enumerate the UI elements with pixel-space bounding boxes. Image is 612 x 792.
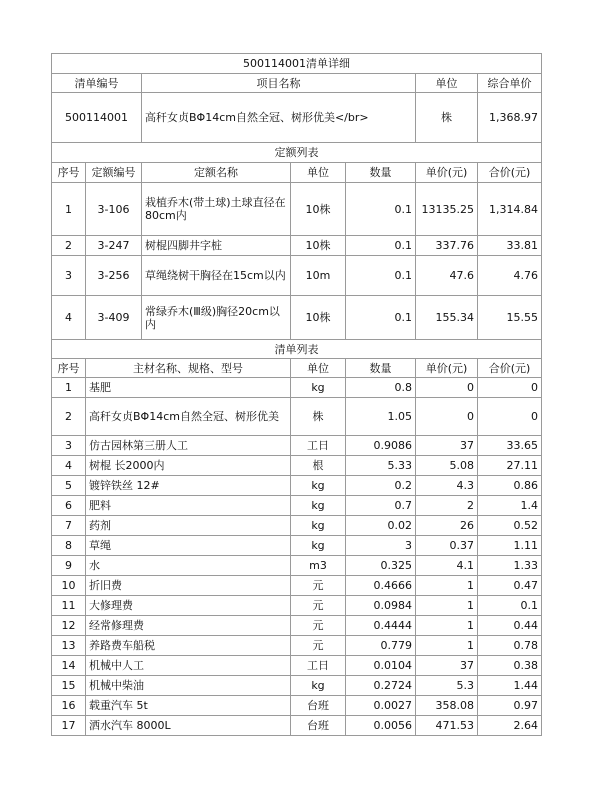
material-total: 0.86 — [478, 476, 542, 496]
quota-name: 栽植乔木(带土球)土球直径在80cm内 — [142, 183, 291, 236]
quota-price: 47.6 — [416, 256, 478, 296]
material-qty: 0.325 — [346, 556, 416, 576]
material-section-row — [52, 340, 542, 359]
item-header-price: 综合单价 — [478, 74, 542, 93]
material-row — [52, 516, 542, 536]
material-seq: 2 — [52, 398, 86, 436]
material-total: 1.11 — [478, 536, 542, 556]
material-unit: 株 — [291, 398, 346, 436]
material-header-name: 主材名称、规格、型号 — [86, 359, 291, 378]
quota-qty: 0.1 — [346, 256, 416, 296]
material-name: 养路费车船税 — [86, 636, 291, 656]
item-unit: 株 — [416, 93, 478, 143]
material-seq: 15 — [52, 676, 86, 696]
material-row — [52, 716, 542, 736]
quota-row — [52, 256, 542, 296]
material-qty: 5.33 — [346, 456, 416, 476]
material-total: 0 — [478, 398, 542, 436]
quota-header-code: 定额编号 — [86, 163, 142, 183]
material-unit: 工日 — [291, 656, 346, 676]
material-row — [52, 696, 542, 716]
material-name: 仿古园林第三册人工 — [86, 436, 291, 456]
quota-unit: 10m — [291, 256, 346, 296]
quota-qty: 0.1 — [346, 296, 416, 340]
material-qty: 0.02 — [346, 516, 416, 536]
material-row — [52, 476, 542, 496]
material-unit: 元 — [291, 596, 346, 616]
material-header-row — [52, 359, 542, 378]
material-total: 0.44 — [478, 616, 542, 636]
quota-name: 树棍四脚井字桩 — [142, 236, 291, 256]
quota-header-qty: 数量 — [346, 163, 416, 183]
quota-code: 3-247 — [86, 236, 142, 256]
quota-header-row — [52, 163, 542, 183]
material-unit: 台班 — [291, 696, 346, 716]
material-name: 洒水汽车 8000L — [86, 716, 291, 736]
quota-code: 3-409 — [86, 296, 142, 340]
material-total: 0.38 — [478, 656, 542, 676]
quota-seq: 4 — [52, 296, 86, 340]
material-seq: 13 — [52, 636, 86, 656]
quota-row — [52, 296, 542, 340]
material-total: 0 — [478, 378, 542, 398]
material-name: 载重汽车 5t — [86, 696, 291, 716]
material-price: 1 — [416, 576, 478, 596]
quota-header-name: 定额名称 — [142, 163, 291, 183]
detail-table — [51, 53, 542, 736]
quota-header-unit: 单位 — [291, 163, 346, 183]
material-seq: 6 — [52, 496, 86, 516]
material-row — [52, 536, 542, 556]
material-seq: 10 — [52, 576, 86, 596]
material-unit: 元 — [291, 636, 346, 656]
material-row — [52, 676, 542, 696]
quota-price: 155.34 — [416, 296, 478, 340]
material-price: 1 — [416, 596, 478, 616]
material-seq: 16 — [52, 696, 86, 716]
quota-header-total: 合价(元) — [478, 163, 542, 183]
quota-total: 15.55 — [478, 296, 542, 340]
material-qty: 1.05 — [346, 398, 416, 436]
quota-total: 33.81 — [478, 236, 542, 256]
material-price: 26 — [416, 516, 478, 536]
material-row — [52, 596, 542, 616]
material-qty: 0.0027 — [346, 696, 416, 716]
quota-total: 1,314.84 — [478, 183, 542, 236]
material-row — [52, 496, 542, 516]
material-name: 水 — [86, 556, 291, 576]
material-seq: 7 — [52, 516, 86, 536]
material-qty: 3 — [346, 536, 416, 556]
quota-header-seq: 序号 — [52, 163, 86, 183]
material-qty: 0.7 — [346, 496, 416, 516]
material-name: 大修理费 — [86, 596, 291, 616]
quota-code: 3-256 — [86, 256, 142, 296]
material-name: 草绳 — [86, 536, 291, 556]
material-price: 4.3 — [416, 476, 478, 496]
material-qty: 0.2 — [346, 476, 416, 496]
material-unit: 根 — [291, 456, 346, 476]
quota-code: 3-106 — [86, 183, 142, 236]
material-unit: kg — [291, 378, 346, 398]
material-total: 0.97 — [478, 696, 542, 716]
material-row — [52, 456, 542, 476]
material-row — [52, 656, 542, 676]
material-seq: 14 — [52, 656, 86, 676]
material-unit: kg — [291, 536, 346, 556]
material-qty: 0.8 — [346, 378, 416, 398]
title-row — [52, 54, 542, 74]
material-seq: 1 — [52, 378, 86, 398]
quota-row — [52, 183, 542, 236]
material-price: 358.08 — [416, 696, 478, 716]
material-name: 肥料 — [86, 496, 291, 516]
material-total: 0.78 — [478, 636, 542, 656]
material-price: 37 — [416, 436, 478, 456]
item-header-name: 项目名称 — [142, 74, 416, 93]
material-row — [52, 378, 542, 398]
material-total: 0.52 — [478, 516, 542, 536]
item-header-row — [52, 74, 542, 93]
material-header-qty: 数量 — [346, 359, 416, 378]
material-name: 经常修理费 — [86, 616, 291, 636]
quota-section-title: 定额列表 — [52, 143, 542, 163]
material-price: 0 — [416, 398, 478, 436]
material-price: 1 — [416, 636, 478, 656]
quota-seq: 1 — [52, 183, 86, 236]
material-total: 0.47 — [478, 576, 542, 596]
material-total: 27.11 — [478, 456, 542, 476]
material-price: 37 — [416, 656, 478, 676]
material-total: 0.1 — [478, 596, 542, 616]
material-name: 机械中人工 — [86, 656, 291, 676]
material-price: 1 — [416, 616, 478, 636]
material-price: 0.37 — [416, 536, 478, 556]
quota-price: 337.76 — [416, 236, 478, 256]
material-unit: 元 — [291, 576, 346, 596]
item-header-code: 清单编号 — [52, 74, 142, 93]
material-header-unit: 单位 — [291, 359, 346, 378]
material-qty: 0.4666 — [346, 576, 416, 596]
quota-seq: 3 — [52, 256, 86, 296]
material-row — [52, 436, 542, 456]
quota-seq: 2 — [52, 236, 86, 256]
material-seq: 4 — [52, 456, 86, 476]
item-code: 500114001 — [52, 93, 142, 143]
quota-section-row — [52, 143, 542, 163]
material-total: 1.4 — [478, 496, 542, 516]
quota-unit: 10株 — [291, 296, 346, 340]
material-qty: 0.4444 — [346, 616, 416, 636]
material-unit: 元 — [291, 616, 346, 636]
material-total: 1.44 — [478, 676, 542, 696]
page-title: 500114001清单详细 — [52, 54, 542, 74]
material-unit: kg — [291, 676, 346, 696]
material-qty: 0.2724 — [346, 676, 416, 696]
material-qty: 0.0056 — [346, 716, 416, 736]
material-seq: 8 — [52, 536, 86, 556]
material-name: 高秆女贞BΦ14cm自然全冠、树形优美 — [86, 398, 291, 436]
material-price: 2 — [416, 496, 478, 516]
material-header-price: 单价(元) — [416, 359, 478, 378]
material-name: 基肥 — [86, 378, 291, 398]
item-price: 1,368.97 — [478, 93, 542, 143]
material-total: 33.65 — [478, 436, 542, 456]
item-name: 高秆女贞BΦ14cm自然全冠、树形优美</br> — [142, 93, 416, 143]
quota-header-price: 单价(元) — [416, 163, 478, 183]
material-name: 药剂 — [86, 516, 291, 536]
material-unit: kg — [291, 496, 346, 516]
material-unit: 工日 — [291, 436, 346, 456]
material-qty: 0.779 — [346, 636, 416, 656]
material-qty: 0.0104 — [346, 656, 416, 676]
material-seq: 9 — [52, 556, 86, 576]
quota-name: 常绿乔木(Ⅲ级)胸径20cm以内 — [142, 296, 291, 340]
material-unit: 台班 — [291, 716, 346, 736]
quota-unit: 10株 — [291, 183, 346, 236]
quota-name: 草绳绕树干胸径在15cm以内 — [142, 256, 291, 296]
quota-qty: 0.1 — [346, 183, 416, 236]
material-qty: 0.9086 — [346, 436, 416, 456]
quota-row — [52, 236, 542, 256]
material-qty: 0.0984 — [346, 596, 416, 616]
material-seq: 5 — [52, 476, 86, 496]
material-header-total: 合价(元) — [478, 359, 542, 378]
material-price: 5.3 — [416, 676, 478, 696]
material-seq: 11 — [52, 596, 86, 616]
material-price: 4.1 — [416, 556, 478, 576]
material-name: 镀锌铁丝 12# — [86, 476, 291, 496]
material-price: 471.53 — [416, 716, 478, 736]
material-row — [52, 616, 542, 636]
material-name: 树棍 长2000内 — [86, 456, 291, 476]
material-seq: 3 — [52, 436, 86, 456]
material-seq: 12 — [52, 616, 86, 636]
material-unit: kg — [291, 476, 346, 496]
item-row — [52, 93, 542, 143]
material-row — [52, 398, 542, 436]
material-name: 折旧费 — [86, 576, 291, 596]
material-header-seq: 序号 — [52, 359, 86, 378]
material-name: 机械中柴油 — [86, 676, 291, 696]
material-unit: kg — [291, 516, 346, 536]
item-header-unit: 单位 — [416, 74, 478, 93]
quota-qty: 0.1 — [346, 236, 416, 256]
material-price: 0 — [416, 378, 478, 398]
material-seq: 17 — [52, 716, 86, 736]
material-row — [52, 556, 542, 576]
material-total: 2.64 — [478, 716, 542, 736]
quota-unit: 10株 — [291, 236, 346, 256]
material-row — [52, 576, 542, 596]
material-unit: m3 — [291, 556, 346, 576]
quota-total: 4.76 — [478, 256, 542, 296]
quota-price: 13135.25 — [416, 183, 478, 236]
material-total: 1.33 — [478, 556, 542, 576]
material-section-title: 清单列表 — [52, 340, 542, 359]
material-row — [52, 636, 542, 656]
material-price: 5.08 — [416, 456, 478, 476]
